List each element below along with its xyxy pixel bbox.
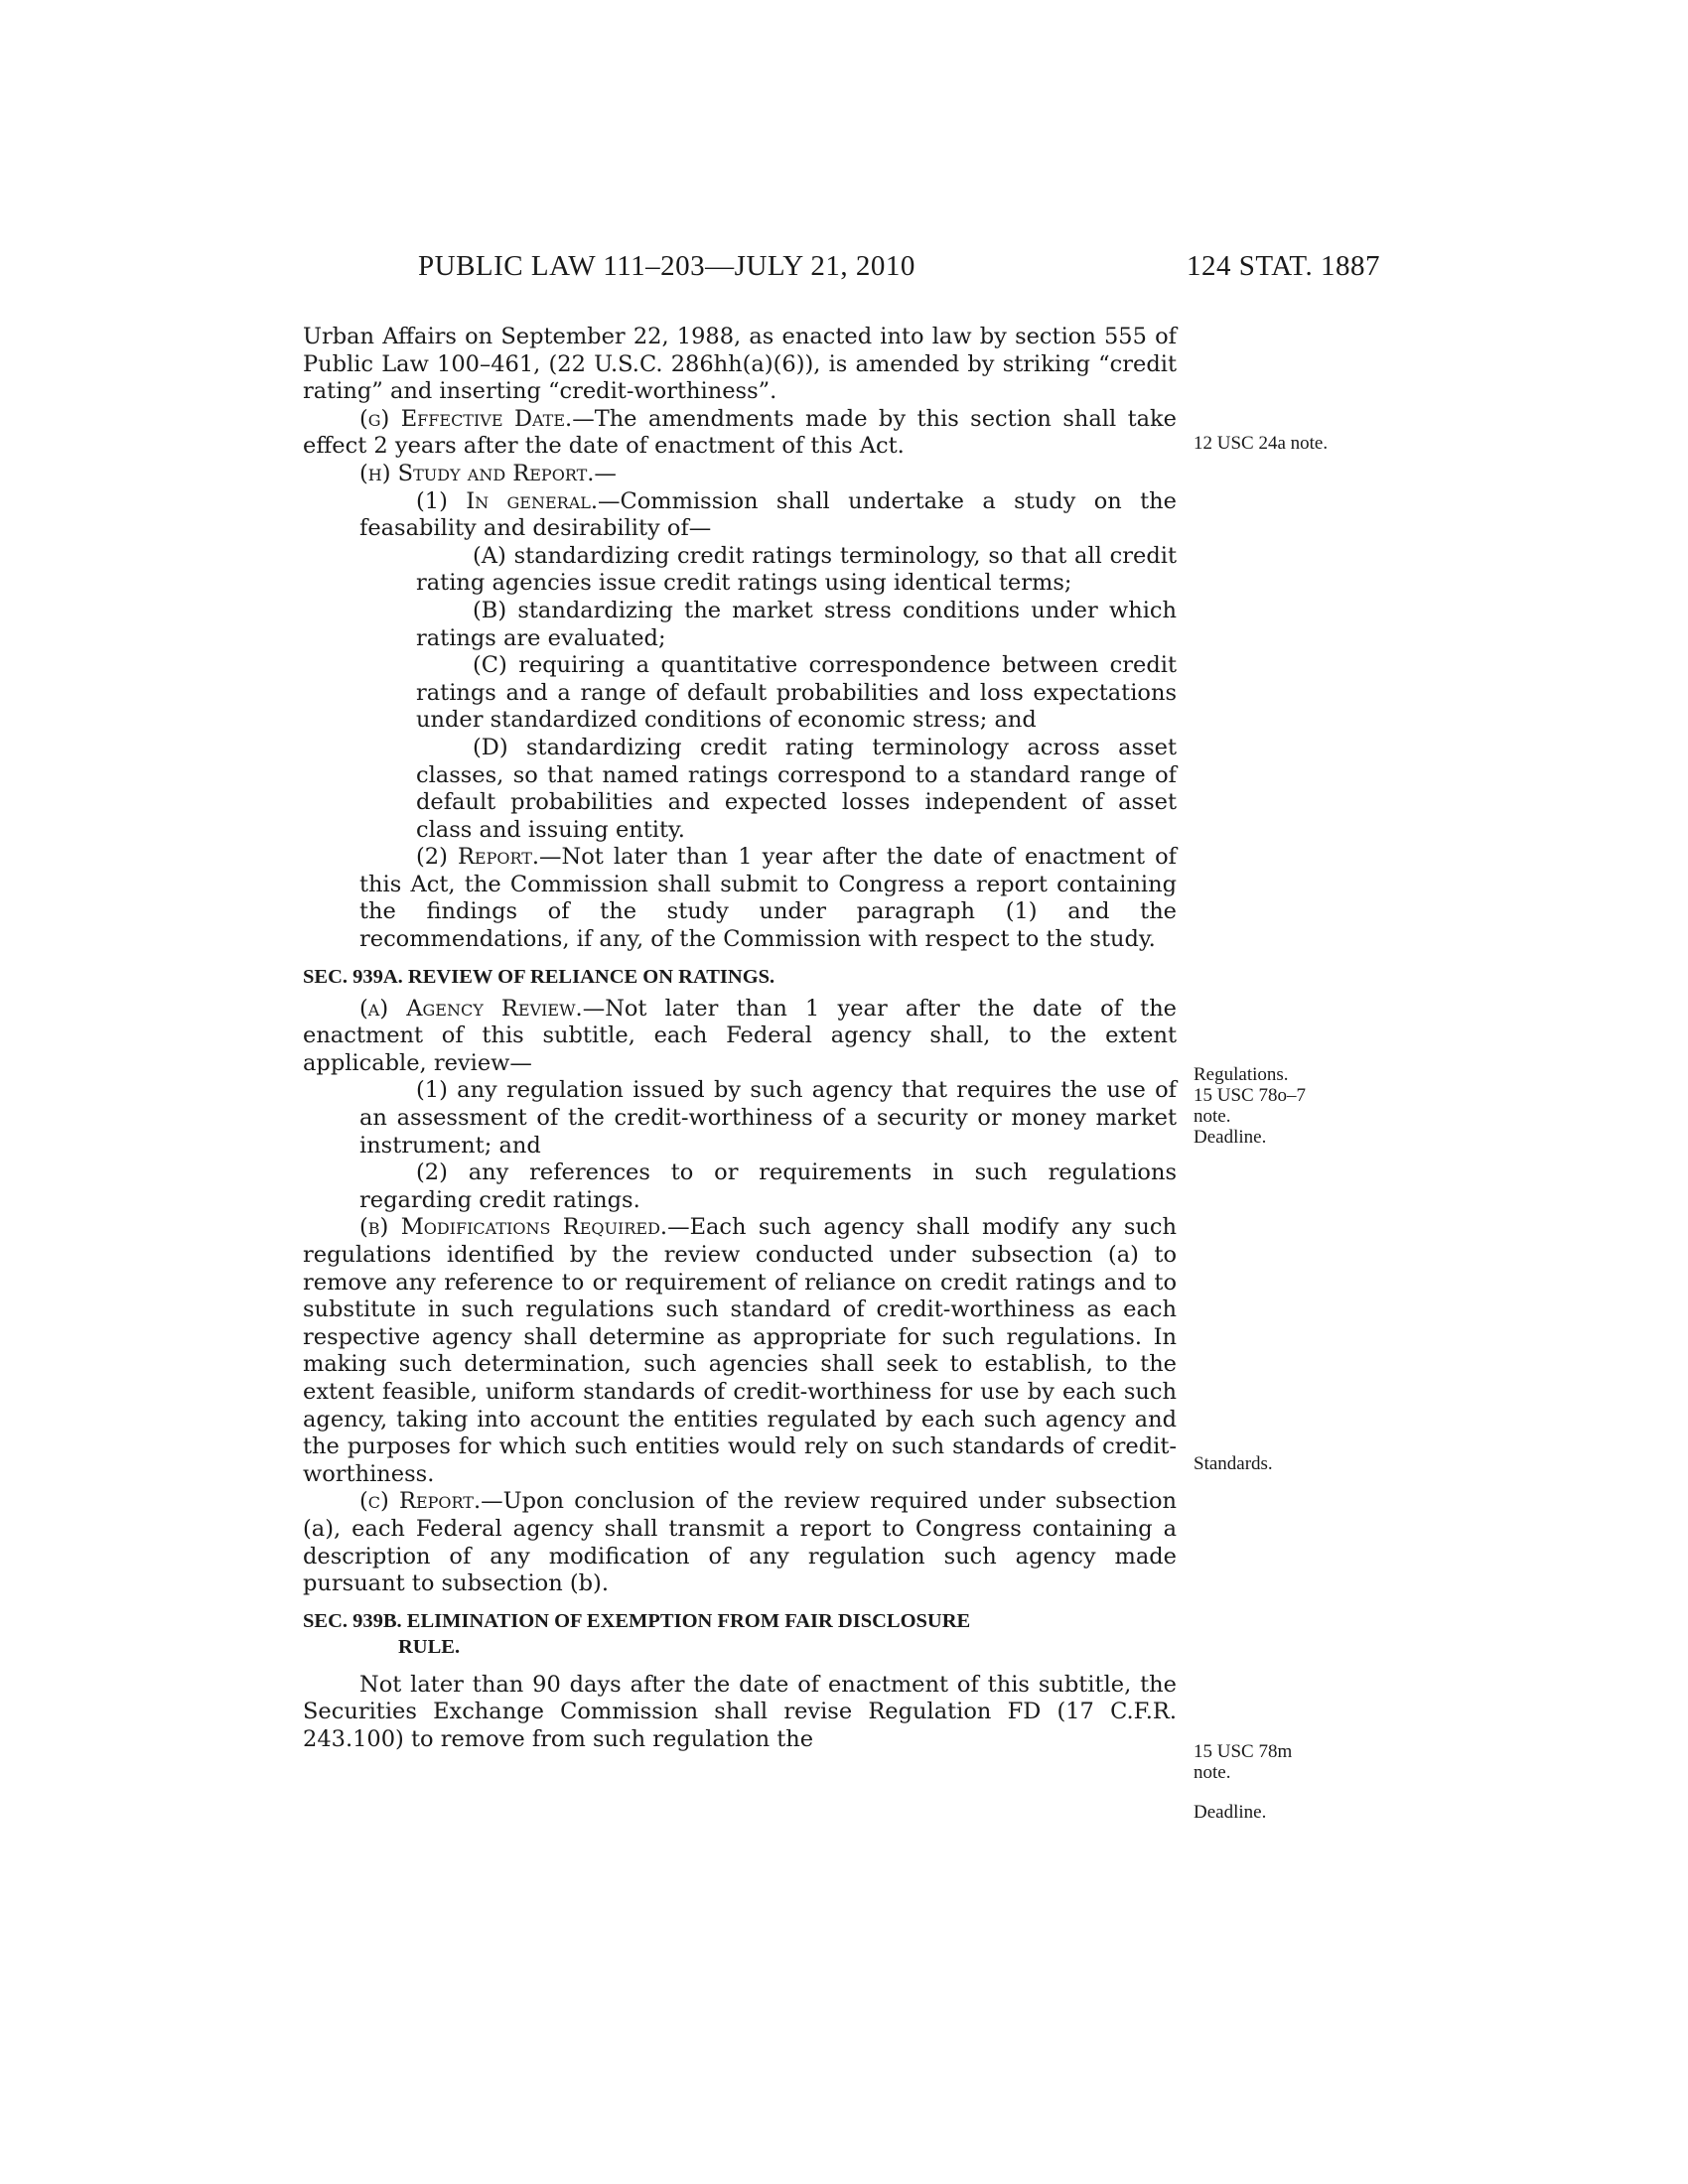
section-939b-text: Not later than 90 days after the date of enactment of this subtitle, the Securities Exchange Commission shall revise Regulation FD (17 C.F.R. 243.100) to remove from such regulation the <box>303 1671 1177 1752</box>
paragraph-h2 <box>303 844 1177 953</box>
subsection-g-text: —The amendments made by this section shall take effect 2 years after the date of enactment of this Act. <box>303 405 1177 460</box>
margin-note-deadline-939b <box>1194 1802 1392 1823</box>
subsection-g-heading: (g) Effective Date. <box>359 405 573 432</box>
margin-note-text: 12 USC 24a note. <box>1194 433 1329 454</box>
running-title: PUBLIC LAW 111–203—JULY 21, 2010 <box>418 250 915 282</box>
margin-note-usc-78o: 15 USC 78o–7 <box>1194 1085 1306 1106</box>
subsection-h-heading: (h) Study and Report. <box>359 460 595 486</box>
subsection-a-heading: (a) Agency Review. <box>359 995 583 1022</box>
clause-C: (C) requiring a quantitative correspondence between credit ratings and a range of default probabilities and loss expectations under standardized conditions of economic stress; and <box>416 652 1177 734</box>
margin-note-usc-78m <box>1194 1741 1392 1783</box>
subsection-c <box>303 1488 1177 1597</box>
subsection-b <box>303 1214 1177 1488</box>
page-header <box>303 250 1380 286</box>
subsection-c-text: —Upon conclusion of the review required under subsection (a), each Federal agency shall transmit a report to Congress containing a description of any modification of any regulation such agency made pursuant to subsection (b). <box>303 1488 1178 1597</box>
margin-note-text: Deadline. <box>1194 1802 1267 1823</box>
clause-B: (B) standardizing the market stress conditions under which ratings are evaluated; <box>416 597 1177 651</box>
margin-note-note: note. <box>1194 1106 1231 1127</box>
margin-note-usc-78m-line1: 15 USC 78m <box>1194 1741 1293 1762</box>
margin-note-usc-24a <box>1194 433 1392 454</box>
subsection-b-text: —Each such agency shall modify any such regulations identified by the review conducted under subsection (a) to remove any reference to or requirement of reliance on credit ratings and to substitute in such regulations such standard of credit-worthiness as each respective agency shall determine as appropriate for such regulations. In making such determination, such agencies shall seek to establish, to the extent feasible, uniform standards of credit-worthiness for use by each such agency, taking into account the entities regulated by each such agency and the purposes for which such entities would rely on such standards of credit-worthiness. <box>303 1214 1177 1487</box>
statute-page-number: 124 STAT. 1887 <box>1186 250 1380 282</box>
margin-note-regulations: Regulations. <box>1194 1064 1289 1085</box>
margin-note-deadline: Deadline. <box>1194 1127 1267 1148</box>
paragraph-h1-heading: (1) In general. <box>416 487 599 514</box>
subsection-g <box>303 406 1177 461</box>
subsection-h <box>303 461 1177 488</box>
paragraph-a1: (1) any regulation issued by such agency that requires the use of an assessment of the credit-worthiness of a security or money market instrument; and <box>359 1077 1177 1159</box>
margin-note-standards <box>1194 1453 1392 1474</box>
subsection-a <box>303 996 1177 1078</box>
section-939b-heading-line2: RULE. <box>398 1635 461 1658</box>
paragraph-a2: (2) any references to or requirements in such regulations regarding credit ratings. <box>359 1160 1177 1213</box>
subsection-a-text: —Not later than 1 year after the date of the enactment of this subtitle, each Federal agency shall, to the extent applicable, review— <box>303 995 1178 1076</box>
paragraph-continued: Urban Affairs on September 22, 1988, as enacted into law by section 555 of Public Law 100–461, (22 U.S.C. 286hh(a)(6)), is amended by striking “credit rating” and inserting “credit-worthiness”. <box>303 324 1177 405</box>
section-939a-heading: SEC. 939A. REVIEW OF RELIANCE ON RATINGS. <box>303 965 775 988</box>
margin-note-section-939a <box>1194 1064 1392 1148</box>
paragraph-h2-text: —Not later than 1 year after the date of enactment of this Act, the Commission shall submit to Congress a report containing the findings of the study under paragraph (1) and the recommendations, if any, of the Commission with respect to the study. <box>359 844 1177 953</box>
paragraph-h1-text: —Commission shall undertake a study on the feasability and desirability of— <box>359 487 1177 542</box>
margin-note-usc-78m-line2: note. <box>1194 1762 1231 1783</box>
subsection-c-heading: (c) Report. <box>359 1488 482 1515</box>
paragraph-h2-heading: (2) Report. <box>416 844 540 871</box>
document-body <box>303 324 1177 1754</box>
margin-note-text: Standards. <box>1194 1453 1273 1474</box>
clause-A: (A) standardizing credit ratings terminology, so that all credit rating agencies issue credit ratings using identical terms; <box>416 542 1177 597</box>
subsection-h-text: — <box>594 460 617 486</box>
clause-D: (D) standardizing credit rating terminology across asset classes, so that named ratings correspond to a standard range of default probabilities and expected losses independent of asset class and issuing entity. <box>416 734 1177 843</box>
section-939b-heading <box>303 1608 1177 1660</box>
subsection-b-heading: (b) Modifications Required. <box>359 1214 668 1241</box>
section-939b-heading-line1: SEC. 939B. ELIMINATION OF EXEMPTION FROM FAIR DISCLOSURE <box>303 1609 971 1632</box>
paragraph-h1 <box>303 488 1177 543</box>
